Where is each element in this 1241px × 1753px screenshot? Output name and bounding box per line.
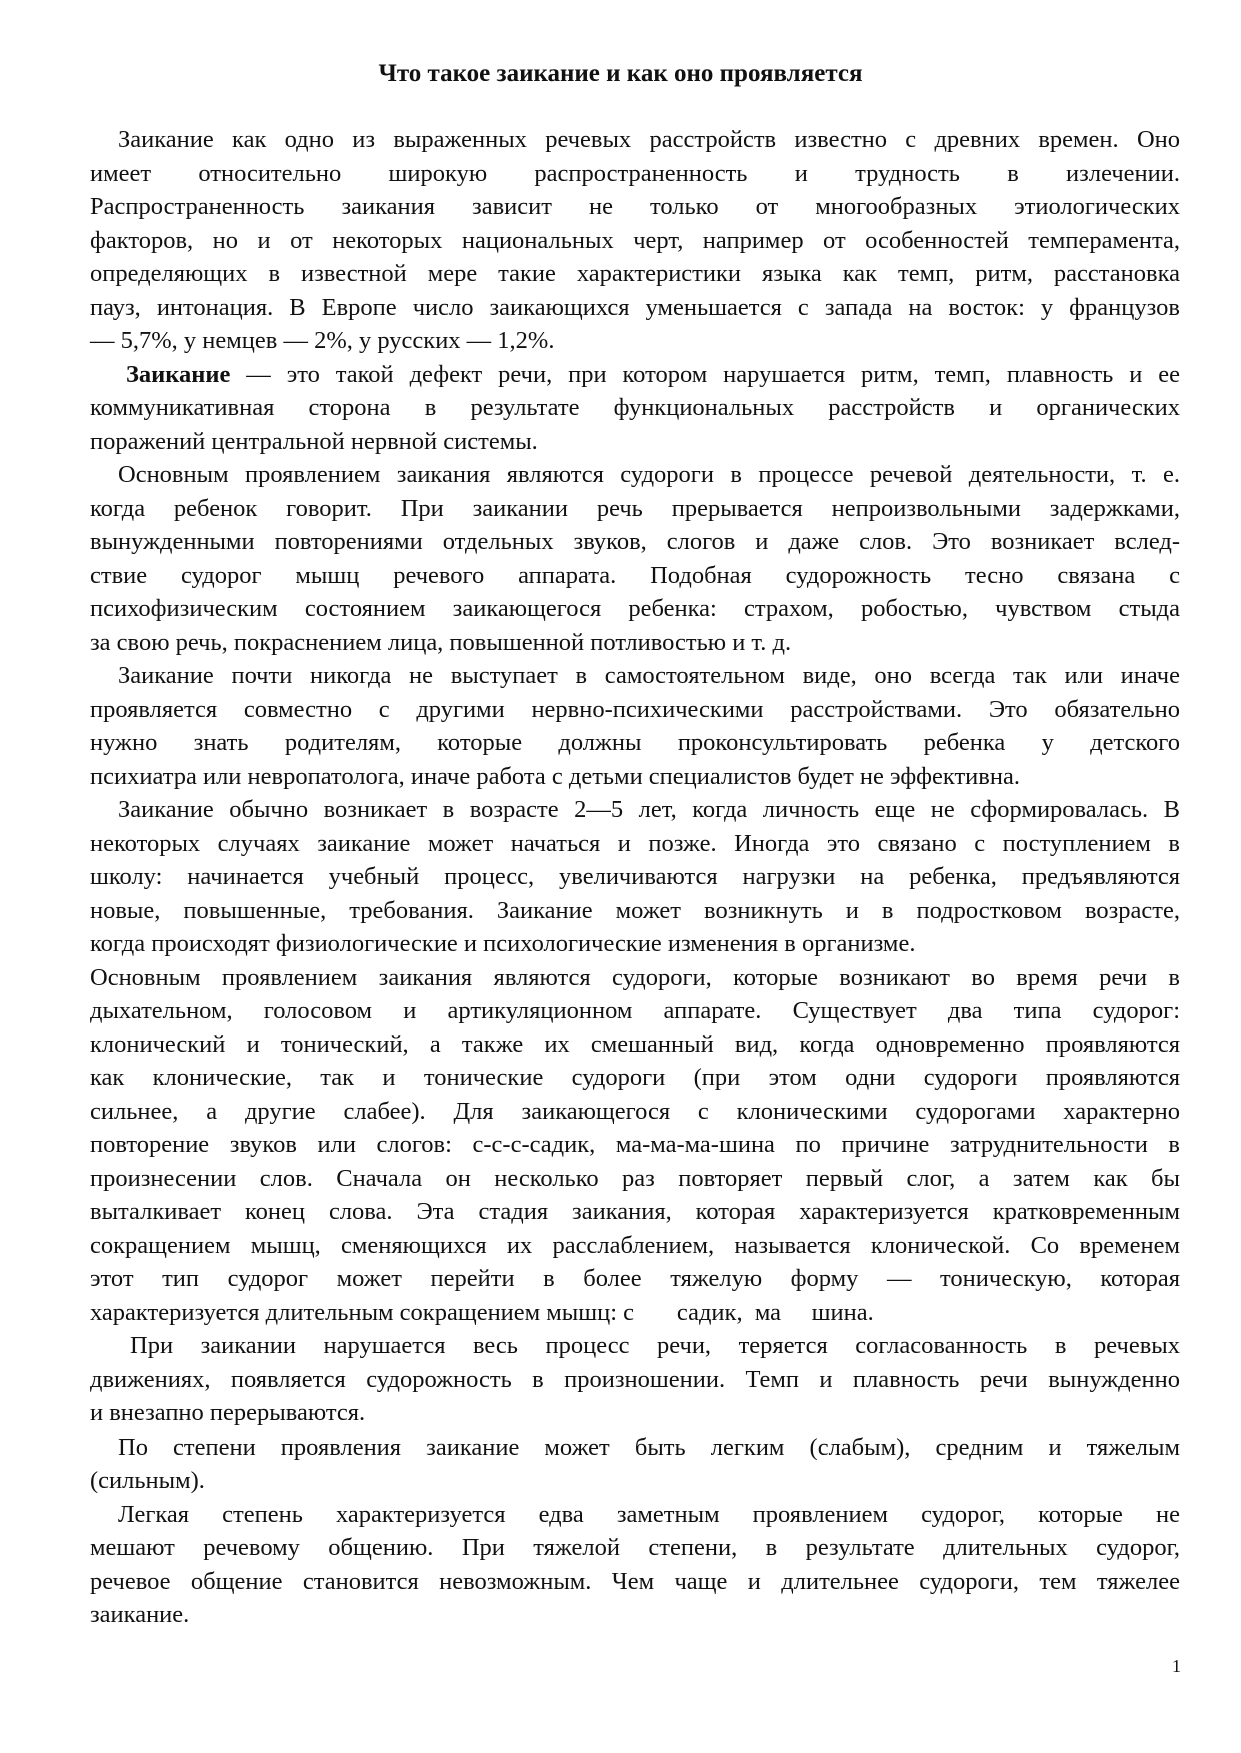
paragraph (90, 1431, 1180, 1498)
text-line: выталкивает конец слова. Эта стадия заикания, которая характеризуется кратковременным (90, 1198, 1180, 1225)
text-line: коммуникативная сторона в результате функциональных расстройств и органических (90, 394, 1180, 421)
text-line: определяющих в известной мере такие характеристики языка как темп, ритм, расстановка (90, 260, 1180, 287)
text-line: Заикание как одно из выраженных речевых расстройств известно с древних времен. Оно (118, 126, 1180, 153)
paragraph (90, 123, 1180, 358)
paragraph (90, 1329, 1180, 1430)
text-line: вынужденными повторениями отдельных звуков, слогов и даже слов. Это возникает вслед- (90, 528, 1180, 555)
paragraph (90, 458, 1180, 659)
text-line: сокращением мышц, сменяющихся их расслаблением, называется клонической. Со временем (90, 1231, 1180, 1259)
document-body (90, 123, 1180, 1632)
text-line: заикание. (90, 1601, 190, 1628)
paragraph (90, 358, 1180, 459)
text-line: Заикание почти никогда не выступает в самостоятельном виде, оно всегда так или иначе (118, 662, 1180, 689)
text-line: психофизическим состоянием заикающегося ребенка: страхом, робостью, чувством стыда (90, 595, 1180, 622)
paragraph (90, 1498, 1180, 1632)
text-line: факторов, но и от некоторых национальных черт, например от особенностей темперамента, (90, 226, 1180, 254)
text-line: Легкая степень характеризуется едва заметным проявлением судорог, которые не (118, 1500, 1180, 1528)
text-line: Заикание обычно возникает в возрасте 2—5 лет, когда личность еще не сформировалась. В (118, 796, 1180, 823)
text-line: сильнее, а другие слабее). Для заикающегося с клоническими судорогами характерно (90, 1097, 1180, 1125)
text-line: поражений центральной нервной системы. (90, 427, 538, 455)
text-line: Основным проявлением заикания являются судороги, которые возникают во время речи в (90, 963, 1180, 991)
text-line: ствие судорог мышц речевого аппарата. Подобная судорожность тесно связана с (90, 561, 1180, 589)
text-line: новые, повышенные, требования. Заикание может возникнуть и в подростковом возрасте, (90, 896, 1180, 924)
text-line: имеет относительно широкую распространенность и трудность в излечении. (90, 159, 1180, 187)
text-line: проявляется совместно с другими нервно-психическими расстройствами. Это обязательно (90, 695, 1180, 723)
page-number: 1 (1172, 1656, 1181, 1676)
text-line: произнесении слов. Сначала он несколько раз повторяет первый слог, а затем как бы (90, 1164, 1180, 1192)
text-line: повторение звуков или слогов: с-с-с-садик, ма-ма-ма-шина по причине затруднительности в (90, 1131, 1180, 1158)
text-line: — 5,7%, у немцев — 2%, у русских — 1,2%. (90, 327, 555, 354)
text-line: клонический и тонический, а также их смешанный вид, когда одновременно проявляются (90, 1030, 1180, 1058)
text-span: — это такой дефект речи, при котором нарушается ритм, темп, плавность и ее (230, 360, 1180, 388)
text-line: характеризуется длительным сокращением мышц: с садик, ма шина. (90, 1298, 874, 1326)
text-line: дыхательном, голосовом и артикуляционном аппарате. Существует два типа судорог: (90, 997, 1180, 1024)
text-line: Распространенность заикания зависит не только от многообразных этиологических (90, 193, 1180, 220)
text-line: мешают речевому общению. При тяжелой степени, в результате длительных судорог, (90, 1534, 1180, 1561)
text-line: когда ребенок говорит. При заикании речь прерывается непроизвольными задержками, (90, 494, 1180, 522)
text-line: Основным проявлением заикания являются судороги в процессе речевой деятельности, т. е. (118, 461, 1180, 488)
text-line: когда происходят физиологические и психологические изменения в организме. (90, 930, 916, 957)
bold-term: Заикание (126, 360, 231, 388)
text-line: При заикании нарушается весь процесс речи, теряется согласованность в речевых (130, 1332, 1180, 1359)
text-line: школу: начинается учебный процесс, увеличиваются нагрузки на ребенка, предъявляются (90, 863, 1180, 890)
text-line: этот тип судорог может перейти в более тяжелую форму — тоническую, которая (90, 1265, 1180, 1292)
text-line (90, 358, 1180, 392)
text-line: (сильным). (90, 1467, 205, 1494)
text-line: и внезапно перерываются. (90, 1399, 366, 1426)
document-title: Что такое заикание и как оно проявляется (378, 60, 863, 87)
paragraph (90, 793, 1180, 961)
text-line: пауз, интонация. В Европе число заикающихся уменьшается с запада на восток: у французов (90, 293, 1180, 321)
text-line: нужно знать родителям, которые должны проконсультировать ребенка у детского (90, 729, 1180, 756)
paragraph (90, 961, 1180, 1330)
text-line: речевое общение становится невозможным. Чем чаще и длительнее судороги, тем тяжелее (90, 1567, 1180, 1595)
text-line: психиатра или невропатолога, иначе работа с детьми специалистов будет не эффективна. (90, 762, 1020, 790)
text-line: как клонические, так и тонические судороги (при этом одни судороги проявляются (90, 1064, 1180, 1091)
paragraph (90, 659, 1180, 793)
text-line: движениях, появляется судорожность в произношении. Темп и плавность речи вынужденно (90, 1365, 1180, 1393)
text-line: некоторых случаях заикание может начаться и позже. Иногда это связано с поступлением в (90, 829, 1180, 857)
text-line: По степени проявления заикание может быть легким (слабым), средним и тяжелым (118, 1433, 1180, 1461)
text-line: за свою речь, покраснением лица, повышенной потливостью и т. д. (90, 628, 792, 656)
